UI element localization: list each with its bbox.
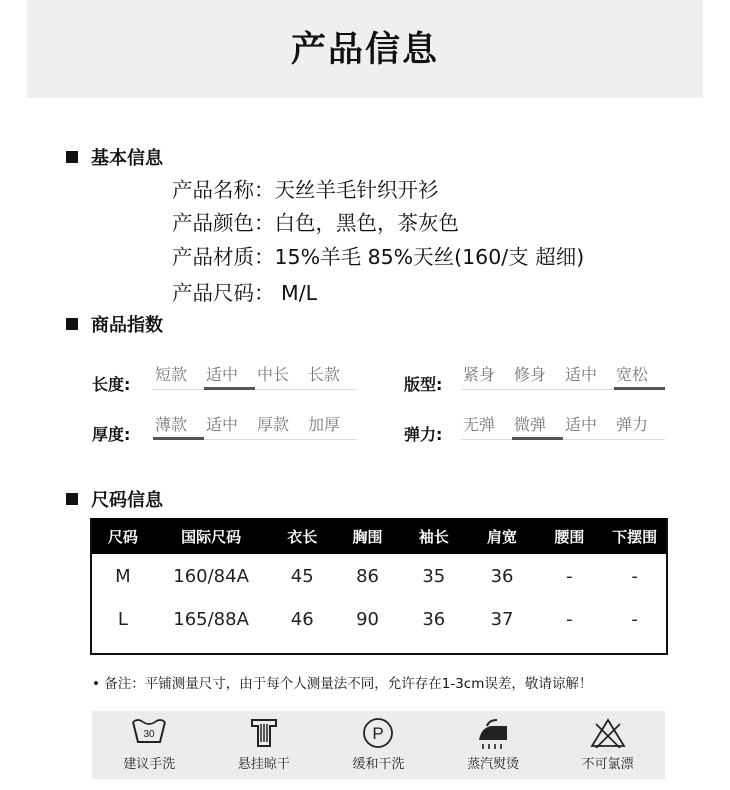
table-cell: - [566,566,573,587]
thickness-options [153,415,357,440]
elasticity-option: 弹力 [614,415,665,440]
thickness-option: 薄款 [153,415,204,440]
title-banner [27,0,703,98]
dry-clean-p-icon [358,716,398,750]
table-cell: 45 [290,566,314,587]
table-cell: - [631,609,638,630]
fit-options [461,365,665,390]
square-bullet-icon [66,318,78,330]
no-bleach-icon [588,716,628,750]
table-cell: 36 [490,566,514,587]
fit-option: 紧身 [461,365,512,390]
care-label: 蒸汽熨烫 [467,757,520,772]
square-bullet-icon [66,493,78,505]
table-cell: - [631,566,638,587]
care-label: 不可氯漂 [581,757,634,772]
care-label: 悬挂晾干 [237,757,290,772]
care-label: 缓和干洗 [352,757,405,772]
care-item-hand-wash [92,711,207,779]
size-table [90,518,668,655]
hand-wash-30-text: 30 [143,729,155,740]
dry-clean-p-text: P [372,724,385,743]
fit-option: 修身 [512,365,563,390]
care-item-no-bleach [550,711,665,779]
elasticity-label: 弹力: [404,425,443,444]
table-cell: 37 [490,609,514,630]
column-header: 胸围 [352,527,383,546]
product-index-heading [66,311,163,337]
table-cell: M [115,566,131,587]
table-cell: 86 [356,566,379,587]
fit-option: 宽松 [614,365,665,390]
basic-info-heading-text: 基本信息 [91,148,163,169]
table-cell: 46 [290,609,314,630]
length-option: 长款 [306,365,357,390]
table-cell: 160/84A [173,566,249,587]
basic-info-heading [66,144,163,170]
table-cell: 90 [356,609,379,630]
page-title: 产品信息 [290,30,439,70]
length-option: 短款 [153,365,204,390]
table-row [92,598,666,641]
elasticity-option: 微弹 [512,415,563,440]
thickness-label: 厚度: [92,425,131,444]
elasticity-option: 无弹 [461,415,512,440]
product-color-line: 产品颜色：白色，黑色，茶灰色 [172,211,459,235]
column-header: 尺码 [107,527,138,546]
column-header: 腰围 [554,527,585,546]
table-cell: - [566,609,573,630]
thickness-option: 加厚 [306,415,357,440]
product-material-line: 产品材质：15%羊毛 85%天丝(160/支 超细) [172,245,585,269]
table-row [92,555,666,598]
column-header: 衣长 [287,527,318,546]
column-header: 袖长 [418,527,449,546]
hang-dry-icon [244,716,284,750]
column-header: 肩宽 [487,527,518,546]
product-index-heading-text: 商品指数 [91,315,163,336]
square-bullet-icon [66,151,78,163]
care-item-steam-iron [436,711,551,779]
length-option: 适中 [204,365,255,390]
column-header: 下摆围 [612,527,658,546]
elasticity-option: 适中 [563,415,614,440]
table-cell: 36 [422,609,446,630]
product-size-line: 产品尺码： M/L [172,281,318,305]
column-header: 国际尺码 [181,527,242,546]
hand-wash-30-icon [129,716,169,750]
length-option: 中长 [255,365,306,390]
care-instructions-bar [92,711,665,779]
size-info-heading-text: 尺码信息 [91,490,163,511]
care-item-dry-clean [321,711,436,779]
thickness-option: 厚款 [255,415,306,440]
thickness-option: 适中 [204,415,255,440]
length-label: 长度: [92,375,131,394]
fit-option: 适中 [563,365,614,390]
table-cell: 35 [422,566,446,587]
care-label: 建议手洗 [123,757,176,772]
product-name-line: 产品名称：天丝羊毛针织开衫 [172,178,439,202]
table-cell: 165/88A [173,609,249,630]
table-cell: L [117,609,128,630]
size-table-header [92,518,666,554]
measurement-note: • 备注：平铺测量尺寸，由于每个人测量法不同，允许存在1-3cm误差，敬请谅解！ [92,676,593,692]
care-item-hang-dry [207,711,322,779]
length-options [153,365,357,390]
elasticity-options [461,415,665,440]
fit-label: 版型: [404,375,443,394]
steam-iron-icon [473,716,513,750]
size-info-heading [66,486,163,512]
